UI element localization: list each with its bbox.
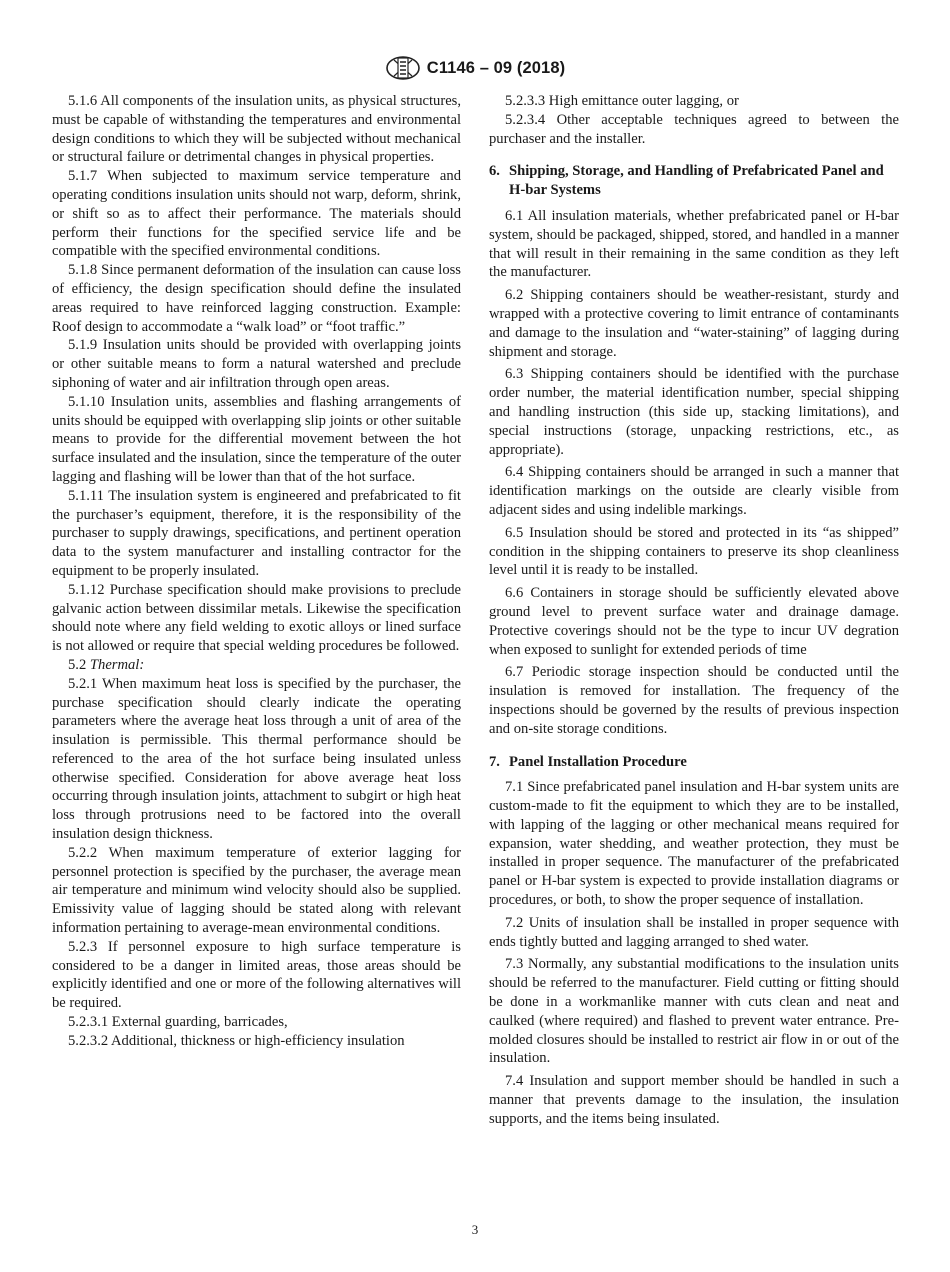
- right-column: [489, 92, 899, 1129]
- section-7-heading: 7. Panel Installation Procedure: [489, 753, 687, 770]
- paragraph-5-1-6: 5.1.6 All components of the insulation units, as physical structures, must be capable of withstanding the temperatures and environmental design conditions to which they will be subjected without mechanical or structural failure or detrimental changes in physical properties.: [52, 93, 462, 166]
- paragraph-5-2-3: 5.2.3 If personnel exposure to high surface temperature is considered to be a danger in limited areas, those areas should be explicitly identified and one or more of the following alternatives will be required.: [52, 938, 461, 1012]
- section-6-heading: 6. Shipping, Storage, and Handling of Prefabricated Panel and H-bar Systems: [489, 163, 884, 199]
- paragraph-6-1: 6.1 All insulation materials, whether prefabricated panel or H-bar system, should be packaged, shipped, stored, and handled in a manner that will result in their remaining in the same condition as they left the manufacturer.: [489, 207, 899, 281]
- paragraph-5-1-8: 5.1.8 Since permanent deformation of the insulation can cause loss of efficiency, the design specification should define the insulated areas required to have reinforced lagging construction. Example: Roof design to accommodate a “walk load” or “foot traffic.”: [52, 262, 461, 335]
- paragraph-5-2-3-4: 5.2.3.4 Other acceptable techniques agreed to between the purchaser and the installer.: [489, 111, 900, 147]
- paragraph-5-1-9: 5.1.9 Insulation units should be provided with overlapping joints or other suitable means to form a natural watershed and preclude siphoning of water and air infiltration through open areas.: [52, 337, 462, 391]
- paragraph-5-1-7: 5.1.7 When subjected to maximum service temperature and operating conditions insulation units should not warp, deform, shrink, or shift so as to affect their performance. The materials should perform their functions for the specified service life and be compatible with the specified environmental conditions.: [52, 168, 461, 260]
- paragraph-7-1: 7.1 Since prefabricated panel insulation and H-bar system units are custom-made to fit the equipment to which they are to be installed, with lapping of the lagging or other mechanical means required for expansion, water shedding, and weather protection, they must be installed in proper sequence. The manufacturer of the prefabricated panel or H-bar system is expected to provide installation diagrams or procedures, or both, to show the proper sequence of installation.: [489, 779, 899, 909]
- paragraph-5-2-3-3: 5.2.3.3 High emittance outer lagging, or: [505, 93, 739, 109]
- paragraph-5-2-2: 5.2.2 When maximum temperature of exterior lagging for personnel protection is specified by the purchaser, the average mean air temperature and minimum wind velocity should also be supplied. Emissivity value of lagging should be stated along with relevant information pertaining to average-mean environmental conditions.: [52, 844, 461, 937]
- left-column: [52, 92, 461, 1051]
- paragraph-7-2: 7.2 Units of insulation shall be installed in proper sequence with ends tightly butted and lagging arranged to shed water.: [489, 914, 900, 950]
- paragraph-5-2-3-2: 5.2.3.2 Additional, thickness or high-efficiency insulation: [68, 1032, 405, 1049]
- paragraph-5-1-12: 5.1.12 Purchase specification should make provisions to preclude galvanic action between dissimilar metals. Likewise the specification should note where any field welding to exotic alloys or lined surface is not allowed or require that special welding procedures be followed.: [52, 581, 461, 655]
- page-number: 3: [471, 1222, 479, 1237]
- paragraph-5-2: 5.2 Thermal:: [68, 656, 145, 673]
- paragraph-7-3: 7.3 Normally, any substantial modifications to the insulation units should be referred to the manufacturer. Field cutting or fitting should be done in a workmanlike manner with cuts clean and neat and caulked (where required) and flashed to prevent water entrance. Pre-molded closures should be installed to restrict air flow in or out of the insulation.: [489, 956, 899, 1067]
- paragraph-6-3: 6.3 Shipping containers should be identified with the purchase order number, the material identification number, special shipping and handling instruction (this side up, stacking limitations), and special instructions (storage, unpacking restrictions, etc., as appropriate).: [489, 366, 899, 458]
- paragraph-6-5: 6.5 Insulation should be stored and protected in its “as shipped” condition in the shipping containers to preserve its shop cleanliness level until it is ready to be installed.: [489, 524, 900, 579]
- paragraph-5-2-3-1: 5.2.3.1 External guarding, barricades,: [68, 1014, 288, 1031]
- paragraph-6-6: 6.6 Containers in storage should be sufficiently elevated above ground level to prevent surface water and drainage damage. Protective coverings should not be the type to incur UV degration when exposed to sunlight for extended periods of time: [489, 585, 899, 658]
- paragraph-5-2-1: 5.2.1 When maximum heat loss is specified by the purchaser, the purchase specification should clearly indicate the operating parameters where the average heat loss through a unit of area of the insulation is permissible. This thermal performance should be referenced to the area of the hot surface being insulated unless otherwise specified. Consideration for above average heat loss occurring through insulation joints, attachment to subgirt or high heat loss through protrusions need to be factored into the overall insulation design thickness.: [52, 675, 461, 843]
- astm-logo-icon: [385, 55, 421, 81]
- document-id: C1146 – 09 (2018): [426, 58, 566, 77]
- paragraph-6-4: 6.4 Shipping containers should be arranged in such a manner that identification markings on the outside are clearly visible from adjacent sides and using indelible markings.: [489, 464, 899, 518]
- paragraph-5-1-10: 5.1.10 Insulation units, assemblies and flashing arrangements of units should be equipped with overlapping slip joints or other suitable means to provide for the differential movement between the hot surface insulated and the insulation, since the temperature of the outer lagging and flashing will be lower than that of the hot surface.: [52, 393, 461, 485]
- paragraph-7-4: 7.4 Insulation and support member should be handled in such a manner that prevents damage to the insulation, the insulation supports, and the items being insulated.: [489, 1073, 899, 1127]
- page-header: [0, 55, 950, 86]
- paragraph-6-7: 6.7 Periodic storage inspection should be conducted until the insulation is removed for installation. The frequency of the inspections should be governed by the results of previous inspection and on-site storage conditions.: [489, 664, 899, 737]
- paragraph-6-2: 6.2 Shipping containers should be weather-resistant, sturdy and wrapped with a protective covering to limit entrance of contaminants and damage to the insulation and “water-staining” of lagging during shipment and storage.: [489, 287, 900, 360]
- paragraph-5-1-11: 5.1.11 The insulation system is engineered and prefabricated to fit the purchaser’s equipment, therefore, it is the responsibility of the purchaser to supply drawings, specifications, and pertinent operation data to the system manufacturer and installing contractor for the equipment to be properly insulated.: [52, 487, 461, 579]
